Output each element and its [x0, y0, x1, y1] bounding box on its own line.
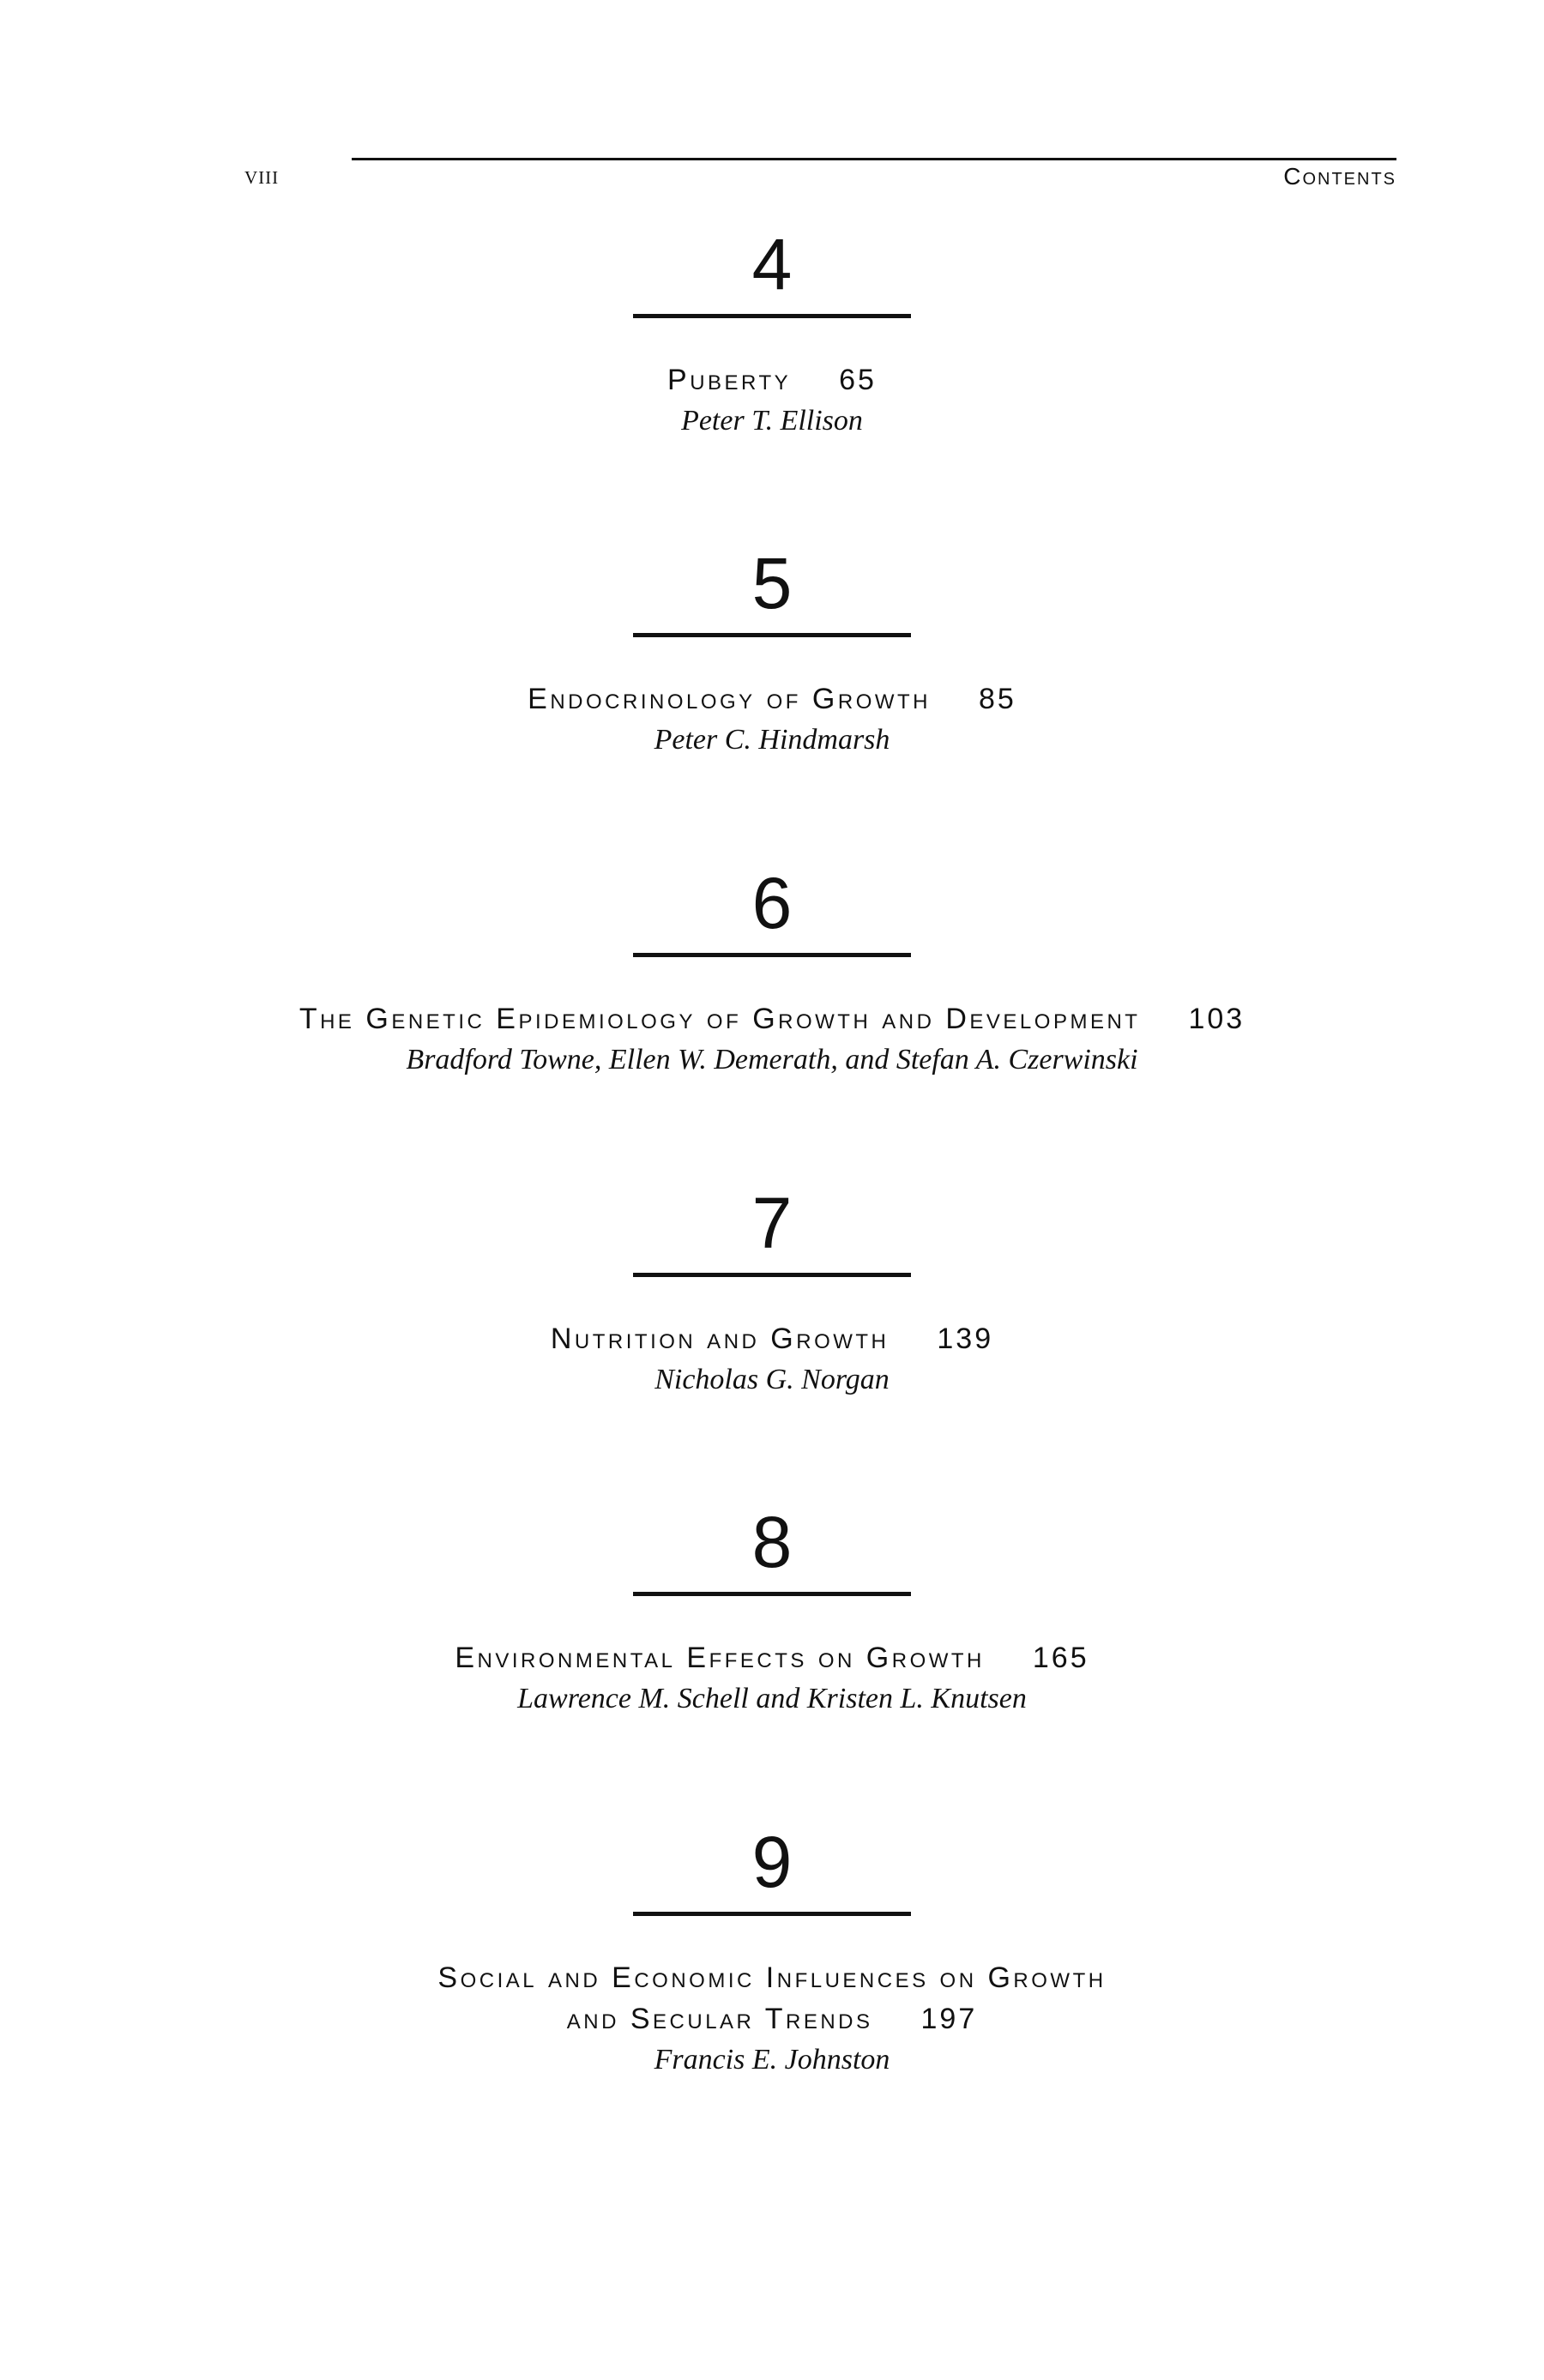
chapter-entry-7	[0, 1180, 1544, 1401]
chapter-title-line: Nutrition and Growth	[550, 1323, 890, 1355]
chapter-entry-9	[0, 1819, 1544, 2081]
page-folio: viii	[244, 161, 280, 190]
chapter-entry-6	[0, 860, 1544, 1081]
chapter-title[interactable]	[0, 1637, 1544, 1678]
chapter-title-line: Social and Economic Influences on Growth	[437, 1961, 1107, 1994]
chapter-page-number: 197	[920, 2003, 978, 2035]
chapter-author: Peter C. Hindmarsh	[654, 724, 890, 756]
chapter-page-number: 85	[979, 683, 1016, 715]
chapter-number: 7	[751, 1183, 793, 1263]
header-rule	[352, 158, 1396, 160]
chapter-title-line: Environmental Effects on Growth	[455, 1642, 985, 1674]
chapter-number: 6	[751, 863, 793, 943]
chapter-page-number: 103	[1188, 1003, 1245, 1035]
chapter-title-line: The Genetic Epidemiology of Growth and Development	[299, 1003, 1141, 1035]
running-head	[0, 0, 1544, 206]
chapter-number: 4	[751, 224, 793, 304]
chapter-entry-8	[0, 1499, 1544, 1720]
chapter-rule	[633, 314, 911, 318]
chapter-title[interactable]	[0, 678, 1544, 720]
chapter-rule	[633, 1273, 911, 1277]
chapter-page-number: 165	[1032, 1642, 1089, 1674]
chapter-page-number: 139	[937, 1323, 994, 1355]
chapter-rule	[633, 1912, 911, 1916]
chapter-entry-5	[0, 540, 1544, 761]
chapter-author: Francis E. Johnston	[654, 2044, 890, 2076]
chapter-title-line: Puberty	[667, 364, 792, 396]
chapter-rule	[633, 953, 911, 957]
chapter-author: Peter T. Ellison	[681, 405, 863, 437]
chapter-author: Nicholas G. Norgan	[654, 1364, 890, 1395]
chapter-title-line: and Secular Trends	[566, 2003, 873, 2035]
chapter-title[interactable]	[0, 1957, 1544, 2040]
chapter-title[interactable]	[0, 359, 1544, 401]
chapter-title[interactable]	[0, 1318, 1544, 1359]
chapter-number: 8	[751, 1502, 793, 1582]
chapter-title[interactable]	[0, 998, 1544, 1039]
chapter-author: Lawrence M. Schell and Kristen L. Knutsen	[517, 1683, 1027, 1714]
chapter-number: 5	[751, 543, 793, 624]
chapter-page-number: 65	[839, 364, 877, 396]
chapter-rule	[633, 633, 911, 637]
running-title: Contents	[1283, 163, 1396, 190]
chapter-number: 9	[751, 1822, 793, 1902]
chapter-rule	[633, 1592, 911, 1596]
chapter-author: Bradford Towne, Ellen W. Demerath, and Stefan A. Czerwinski	[406, 1044, 1138, 1076]
chapter-entry-4	[0, 221, 1544, 442]
chapter-title-line: Endocrinology of Growth	[528, 683, 932, 715]
